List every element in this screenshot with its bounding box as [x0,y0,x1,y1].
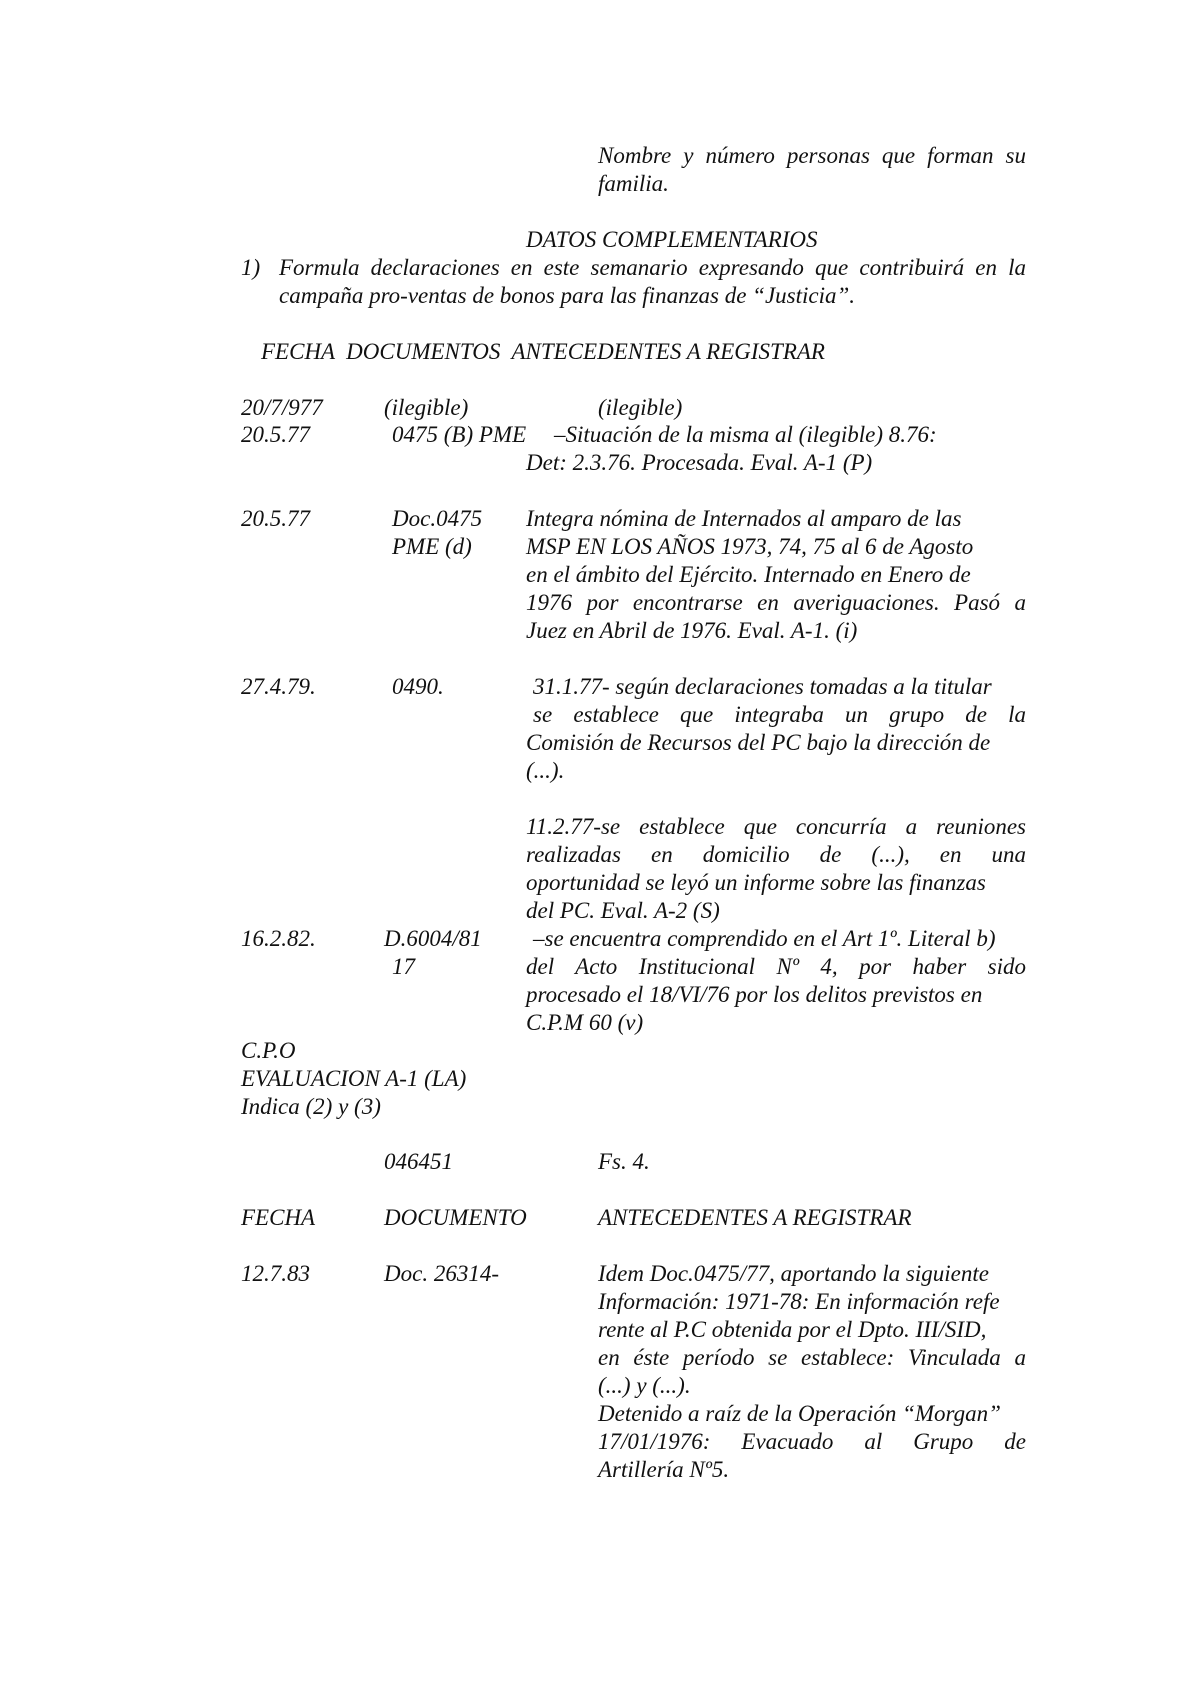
record-antecedente: –Situación de la misma al (ilegible) 8.76: [554,422,937,447]
record-antecedente: (ilegible) [598,395,683,420]
record-antecedente: realizadas en domicilio de (...), en una [526,842,1026,867]
table-header-1: FECHA DOCUMENTOS ANTECEDENTES A REGISTRAR [261,339,825,364]
folio: Fs. 4. [598,1149,650,1174]
page-number: 046451 [384,1149,453,1174]
item-number: 1) [241,255,261,280]
record-antecedente: 31.1.77- según declaraciones tomadas a la titular [533,674,992,699]
record-fecha: 20.5.77 [241,422,310,447]
record-antecedente: rente al P.C obtenida por el Dpto. III/SID, [598,1317,987,1342]
footer-line: C.P.O [241,1038,296,1063]
record-documento: 0475 (B) PME [392,422,527,447]
record-antecedente: en el ámbito del Ejército. Internado en Enero de [526,562,971,587]
record-fecha: 12.7.83 [241,1261,310,1286]
record-antecedente: –se encuentra comprendido en el Art 1º. Literal b) [533,926,996,951]
record-antecedente: del PC. Eval. A-2 (S) [526,898,720,923]
record-documento: PME (d) [392,534,472,559]
record-antecedente: Juez en Abril de 1976. Eval. A-1. (i) [526,618,858,643]
record-antecedente: (...). [526,758,565,783]
intro-line-1: Nombre y número personas que forman su [598,143,1026,168]
record-fecha: 20.5.77 [241,506,310,531]
footer-line: EVALUACION A-1 (LA) [241,1066,467,1091]
record-antecedente: Artillería Nº5. [598,1457,730,1482]
record-antecedente: Integra nómina de Internados al amparo de las [526,506,962,531]
record-documento: 0490. [392,674,444,699]
record-antecedente: oportunidad se leyó un informe sobre las finanzas [526,870,986,895]
record-antecedente: Idem Doc.0475/77, aportando la siguiente [598,1261,989,1286]
record-antecedente: 1976 por encontrarse en averiguaciones. Pasó a [526,590,1026,615]
record-antecedente: (...) y (...). [598,1373,691,1398]
record-fecha: 16.2.82. [241,926,316,951]
record-antecedente: 17/01/1976: Evacuado al Grupo de [598,1429,1026,1454]
table-header-documento: DOCUMENTO [384,1205,527,1230]
table-header-antecedentes: ANTECEDENTES A REGISTRAR [598,1205,912,1230]
record-antecedente: Detenido a raíz de la Operación “Morgan” [598,1401,1001,1426]
table-header-fecha: FECHA [241,1205,316,1230]
record-antecedente: en éste período se establece: Vinculada a [598,1345,1026,1370]
section-title: DATOS COMPLEMENTARIOS [526,227,818,252]
record-antecedente: C.P.M 60 (v) [526,1010,644,1035]
record-fecha: 20/7/977 [241,395,323,420]
record-antecedente: se establece que integraba un grupo de la [533,702,1026,727]
record-antecedente: del Acto Institucional Nº 4, por haber sido [526,954,1026,979]
record-antecedente: 11.2.77-se establece que concurría a reuniones [526,814,1026,839]
record-documento: Doc.0475 [392,506,483,531]
record-antecedente: Det: 2.3.76. Procesada. Eval. A-1 (P) [526,450,873,475]
intro-line-2: familia. [598,171,669,196]
record-documento: 17 [392,954,415,979]
record-antecedente: Comisión de Recursos del PC bajo la dirección de [526,730,991,755]
record-fecha: 27.4.79. [241,674,316,699]
record-antecedente: Información: 1971-78: En información refe [598,1289,1000,1314]
record-documento: D.6004/81 [384,926,482,951]
record-antecedente: MSP EN LOS AÑOS 1973, 74, 75 al 6 de Agosto [526,534,974,559]
footer-line: Indica (2) y (3) [241,1094,381,1119]
record-antecedente: procesado el 18/VI/76 por los delitos previstos en [526,982,983,1007]
item-line-1: Formula declaraciones en este semanario expresando que contribuirá en la [279,255,1026,280]
record-documento: (ilegible) [384,395,469,420]
record-documento: Doc. 26314- [384,1261,499,1286]
item-line-2: campaña pro-ventas de bonos para las finanzas de “Justicia”. [279,283,856,308]
